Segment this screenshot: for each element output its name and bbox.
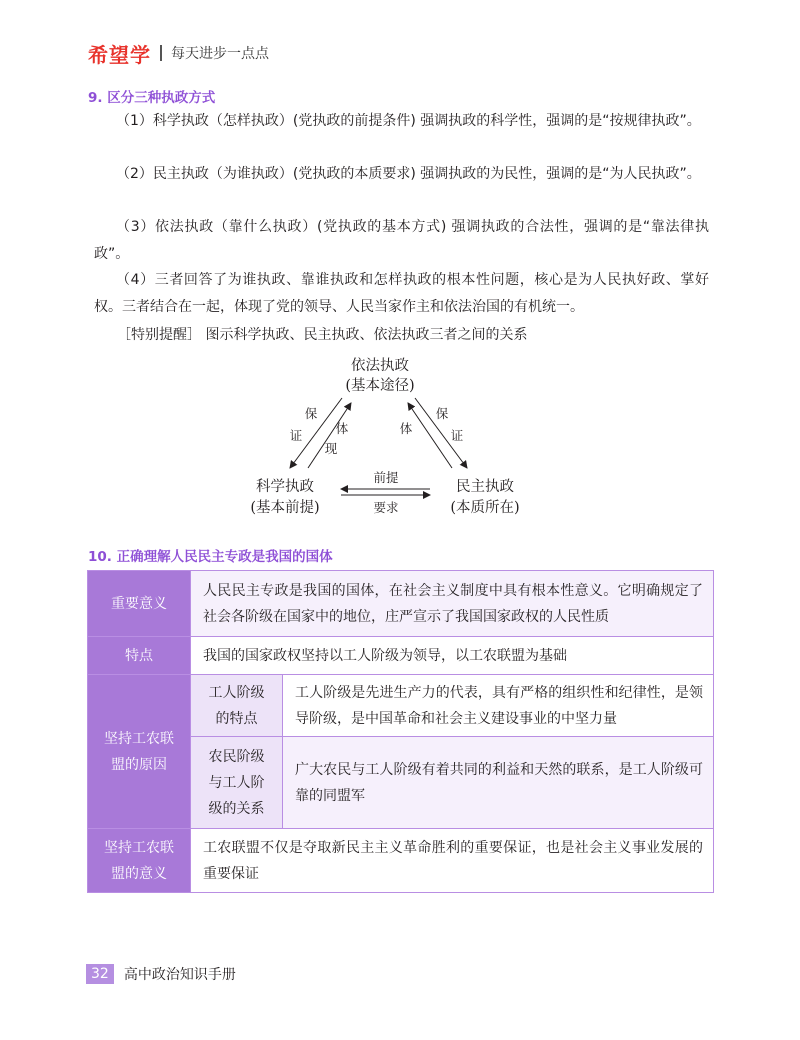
page-footer [86,964,236,984]
diagram-top-name: 依法执政 [351,358,409,374]
label-requirement: 要求 [373,500,399,515]
diagram-left-sub: (基本前提) [250,500,320,516]
content-meaning: 工农联盟不仅是夺取新民主主义革命胜利的重要保证，也是社会主义事业发展的重要保证 [191,829,714,893]
label-xian-left: 现 [324,441,338,456]
header-divider [160,45,162,61]
diagram-right-name: 民主执政 [456,479,514,495]
table-row [88,829,714,893]
table-row [88,675,714,737]
paragraph-legal: （3）依法执政（靠什么执政）(党执政的基本方式) 强调执政的合法性，强调的是“靠法律执政”。 [94,219,709,262]
table-row [88,571,714,637]
page-header [88,40,269,66]
label-bao-right: 保 [435,406,449,421]
content-features: 我国的国家政权坚持以工人阶级为领导，以工农联盟为基础 [191,637,714,675]
diagram-right-sub: (本质所在) [450,500,520,516]
label-meaning: 坚持工农联盟的意义 [88,829,191,893]
label-ti-right: 体 [399,421,413,436]
label-bao-left: 保 [304,406,318,421]
book-title: 高中政治知识手册 [123,967,236,983]
paragraph-democratic: （2）民主执政（为谁执政）(党执政的本质要求) 强调执政的为民性，强调的是“为人民执政”。 [116,166,701,182]
table-row [88,637,714,675]
label-ti-left: 体 [335,421,349,436]
paragraph-scientific: （1）科学执政（怎样执政）(党执政的前提条件) 强调执政的科学性，强调的是“按规律执政”。 [116,113,701,129]
diagram-top-sub: (基本途径) [345,378,415,394]
content-worker-class: 工人阶级是先进生产力的代表，具有严格的组织性和纪律性，是领导阶级，是中国革命和社会主义建设事业的中坚力量 [283,675,714,737]
brand-slogan: 每天进步一点点 [171,46,269,62]
label-importance: 重要意义 [88,571,191,637]
label-reason: 坚持工农联盟的原因 [88,675,191,829]
content-peasant-relation: 广大农民与工人阶级有着共同的利益和天然的联系，是工人阶级可靠的同盟军 [283,737,714,829]
label-peasant-relation: 农民阶级与工人阶级的关系 [191,737,283,829]
section-10-title: 10. 正确理解人民民主专政是我国的国体 [88,549,333,565]
dictatorship-table [87,570,714,893]
diagram-left-name: 科学执政 [256,479,314,495]
label-worker-class: 工人阶级的特点 [191,675,283,737]
content-importance: 人民民主专政是我国的国体，在社会主义制度中具有根本性意义。它明确规定了社会各阶级在国家中的地位，庄严宣示了我国国家政权的人民性质 [191,571,714,637]
paragraph-summary: （4）三者回答了为谁执政、靠谁执政和怎样执政的根本性问题，核心是为人民执好政、掌好权。三者结合在一起，体现了党的领导、人民当家作主和依法治国的有机统一。 [94,272,709,315]
section-9-title: 9. 区分三种执政方式 [88,90,216,106]
brand-logo: 希望学 [88,42,151,67]
label-zheng-left: 证 [289,428,303,443]
label-zheng-right: 证 [450,428,464,443]
special-reminder: ［特别提醒］ 图示科学执政、民主执政、依法执政三者之间的关系 [117,327,528,343]
governance-relationship-diagram [220,350,560,525]
page-number: 32 [86,964,114,984]
label-features: 特点 [88,637,191,675]
label-premise: 前提 [373,470,399,485]
